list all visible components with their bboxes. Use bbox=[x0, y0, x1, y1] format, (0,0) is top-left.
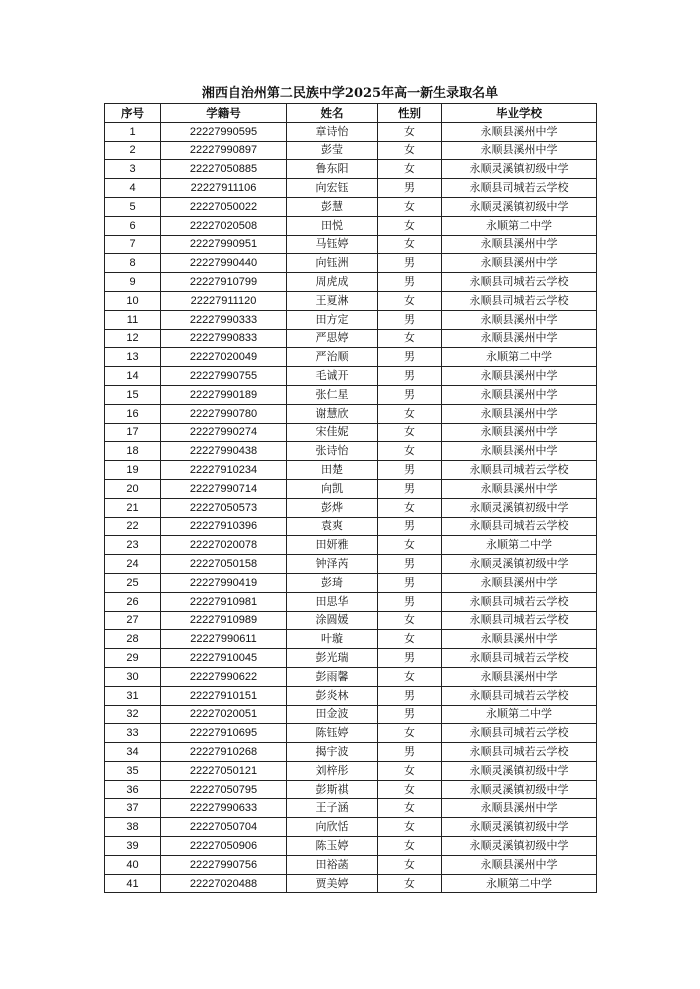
cell-gender: 女 bbox=[378, 724, 442, 743]
table-row bbox=[105, 216, 597, 235]
cell-gender: 男 bbox=[378, 555, 442, 574]
table-row bbox=[105, 573, 597, 592]
cell-student-id: 22227990611 bbox=[161, 630, 287, 649]
cell-gender: 男 bbox=[378, 573, 442, 592]
cell-seq: 34 bbox=[105, 743, 161, 762]
cell-name: 向宏钰 bbox=[287, 179, 378, 198]
cell-student-id: 22227910151 bbox=[161, 686, 287, 705]
cell-school: 永顺第二中学 bbox=[442, 348, 597, 367]
cell-name: 张诗怡 bbox=[287, 442, 378, 461]
cell-school: 永顺灵溪镇初级中学 bbox=[442, 761, 597, 780]
cell-name: 周虎成 bbox=[287, 273, 378, 292]
cell-gender: 男 bbox=[378, 385, 442, 404]
cell-name: 向钰洲 bbox=[287, 254, 378, 273]
table-row bbox=[105, 874, 597, 893]
cell-seq: 8 bbox=[105, 254, 161, 273]
table-row bbox=[105, 705, 597, 724]
header-name: 姓名 bbox=[287, 104, 378, 123]
cell-school: 永顺第二中学 bbox=[442, 705, 597, 724]
cell-student-id: 22227910268 bbox=[161, 743, 287, 762]
table-row bbox=[105, 536, 597, 555]
cell-name: 彭烨 bbox=[287, 498, 378, 517]
cell-student-id: 22227910396 bbox=[161, 517, 287, 536]
cell-seq: 12 bbox=[105, 329, 161, 348]
cell-student-id: 22227990755 bbox=[161, 367, 287, 386]
cell-gender: 女 bbox=[378, 780, 442, 799]
cell-name: 向欣恬 bbox=[287, 818, 378, 837]
table-row bbox=[105, 517, 597, 536]
cell-seq: 6 bbox=[105, 216, 161, 235]
table-row bbox=[105, 818, 597, 837]
cell-student-id: 22227910234 bbox=[161, 461, 287, 480]
cell-student-id: 22227990780 bbox=[161, 404, 287, 423]
cell-name: 涂圆媛 bbox=[287, 611, 378, 630]
cell-name: 严思婷 bbox=[287, 329, 378, 348]
cell-student-id: 22227990951 bbox=[161, 235, 287, 254]
table-row bbox=[105, 855, 597, 874]
cell-name: 彭炎林 bbox=[287, 686, 378, 705]
cell-gender: 女 bbox=[378, 141, 442, 160]
cell-school: 永顺县溪州中学 bbox=[442, 254, 597, 273]
table-row bbox=[105, 254, 597, 273]
cell-school: 永顺县溪州中学 bbox=[442, 404, 597, 423]
table-row bbox=[105, 630, 597, 649]
cell-school: 永顺第二中学 bbox=[442, 216, 597, 235]
cell-student-id: 22227990274 bbox=[161, 423, 287, 442]
cell-name: 揭宇波 bbox=[287, 743, 378, 762]
cell-student-id: 22227990622 bbox=[161, 667, 287, 686]
cell-name: 谢慧欣 bbox=[287, 404, 378, 423]
table-row bbox=[105, 611, 597, 630]
header-school: 毕业学校 bbox=[442, 104, 597, 123]
cell-school: 永顺县溪州中学 bbox=[442, 367, 597, 386]
cell-school: 永顺县溪州中学 bbox=[442, 141, 597, 160]
cell-name: 彭慧 bbox=[287, 197, 378, 216]
cell-school: 永顺县溪州中学 bbox=[442, 122, 597, 141]
cell-seq: 27 bbox=[105, 611, 161, 630]
cell-gender: 女 bbox=[378, 667, 442, 686]
cell-student-id: 22227050704 bbox=[161, 818, 287, 837]
cell-seq: 9 bbox=[105, 273, 161, 292]
table-row bbox=[105, 780, 597, 799]
table-row bbox=[105, 649, 597, 668]
cell-gender: 女 bbox=[378, 329, 442, 348]
cell-student-id: 22227050022 bbox=[161, 197, 287, 216]
cell-seq: 13 bbox=[105, 348, 161, 367]
cell-gender: 男 bbox=[378, 179, 442, 198]
cell-name: 王夏淋 bbox=[287, 291, 378, 310]
cell-school: 永顺灵溪镇初级中学 bbox=[442, 555, 597, 574]
cell-gender: 女 bbox=[378, 855, 442, 874]
cell-school: 永顺县溪州中学 bbox=[442, 329, 597, 348]
cell-seq: 10 bbox=[105, 291, 161, 310]
cell-name: 严治顺 bbox=[287, 348, 378, 367]
cell-seq: 36 bbox=[105, 780, 161, 799]
cell-school: 永顺县司城若云学校 bbox=[442, 686, 597, 705]
cell-name: 田裕菡 bbox=[287, 855, 378, 874]
table-row bbox=[105, 724, 597, 743]
table-row bbox=[105, 273, 597, 292]
cell-student-id: 22227020049 bbox=[161, 348, 287, 367]
cell-gender: 女 bbox=[378, 818, 442, 837]
cell-seq: 14 bbox=[105, 367, 161, 386]
table-row bbox=[105, 555, 597, 574]
cell-seq: 24 bbox=[105, 555, 161, 574]
cell-school: 永顺县溪州中学 bbox=[442, 310, 597, 329]
table-row bbox=[105, 442, 597, 461]
cell-student-id: 22227990189 bbox=[161, 385, 287, 404]
cell-name: 田妍雅 bbox=[287, 536, 378, 555]
cell-school: 永顺灵溪镇初级中学 bbox=[442, 780, 597, 799]
cell-school: 永顺县溪州中学 bbox=[442, 423, 597, 442]
cell-school: 永顺县司城若云学校 bbox=[442, 291, 597, 310]
cell-gender: 男 bbox=[378, 254, 442, 273]
cell-student-id: 22227050573 bbox=[161, 498, 287, 517]
cell-student-id: 22227050885 bbox=[161, 160, 287, 179]
cell-student-id: 22227050121 bbox=[161, 761, 287, 780]
cell-gender: 女 bbox=[378, 611, 442, 630]
cell-school: 永顺灵溪镇初级中学 bbox=[442, 498, 597, 517]
table-row bbox=[105, 837, 597, 856]
cell-name: 贾美婷 bbox=[287, 874, 378, 893]
cell-name: 彭莹 bbox=[287, 141, 378, 160]
cell-gender: 女 bbox=[378, 404, 442, 423]
cell-seq: 4 bbox=[105, 179, 161, 198]
table-row bbox=[105, 743, 597, 762]
cell-name: 田金波 bbox=[287, 705, 378, 724]
table-row bbox=[105, 404, 597, 423]
cell-seq: 30 bbox=[105, 667, 161, 686]
cell-student-id: 22227990833 bbox=[161, 329, 287, 348]
cell-student-id: 22227911106 bbox=[161, 179, 287, 198]
cell-school: 永顺县司城若云学校 bbox=[442, 649, 597, 668]
cell-seq: 20 bbox=[105, 479, 161, 498]
cell-student-id: 22227990419 bbox=[161, 573, 287, 592]
cell-gender: 女 bbox=[378, 630, 442, 649]
table-row bbox=[105, 667, 597, 686]
cell-student-id: 22227910799 bbox=[161, 273, 287, 292]
cell-seq: 33 bbox=[105, 724, 161, 743]
cell-student-id: 22227990897 bbox=[161, 141, 287, 160]
cell-name: 田思华 bbox=[287, 592, 378, 611]
cell-name: 马钰婷 bbox=[287, 235, 378, 254]
cell-seq: 17 bbox=[105, 423, 161, 442]
cell-name: 张仁星 bbox=[287, 385, 378, 404]
cell-gender: 女 bbox=[378, 442, 442, 461]
cell-name: 袁爽 bbox=[287, 517, 378, 536]
cell-school: 永顺县司城若云学校 bbox=[442, 517, 597, 536]
header-gender: 性别 bbox=[378, 104, 442, 123]
cell-name: 陈玉婷 bbox=[287, 837, 378, 856]
table-row bbox=[105, 479, 597, 498]
cell-school: 永顺第二中学 bbox=[442, 874, 597, 893]
table-row bbox=[105, 761, 597, 780]
cell-name: 彭斯祺 bbox=[287, 780, 378, 799]
cell-student-id: 22227911120 bbox=[161, 291, 287, 310]
page-title: 湘西自治州第二民族中学2025年高一新生录取名单 bbox=[201, 86, 499, 101]
cell-name: 田楚 bbox=[287, 461, 378, 480]
cell-gender: 女 bbox=[378, 837, 442, 856]
table-row bbox=[105, 592, 597, 611]
table-row bbox=[105, 799, 597, 818]
cell-name: 田方定 bbox=[287, 310, 378, 329]
cell-gender: 女 bbox=[378, 423, 442, 442]
cell-seq: 15 bbox=[105, 385, 161, 404]
cell-student-id: 22227910981 bbox=[161, 592, 287, 611]
cell-gender: 男 bbox=[378, 273, 442, 292]
cell-school: 永顺县溪州中学 bbox=[442, 630, 597, 649]
cell-gender: 男 bbox=[378, 686, 442, 705]
cell-school: 永顺县溪州中学 bbox=[442, 385, 597, 404]
cell-gender: 男 bbox=[378, 649, 442, 668]
cell-school: 永顺县溪州中学 bbox=[442, 442, 597, 461]
cell-gender: 女 bbox=[378, 874, 442, 893]
cell-seq: 25 bbox=[105, 573, 161, 592]
cell-gender: 男 bbox=[378, 348, 442, 367]
cell-seq: 31 bbox=[105, 686, 161, 705]
cell-student-id: 22227990440 bbox=[161, 254, 287, 273]
cell-seq: 3 bbox=[105, 160, 161, 179]
cell-gender: 女 bbox=[378, 160, 442, 179]
cell-name: 刘梓彤 bbox=[287, 761, 378, 780]
table-row bbox=[105, 385, 597, 404]
cell-gender: 男 bbox=[378, 367, 442, 386]
table-row bbox=[105, 291, 597, 310]
cell-name: 向凯 bbox=[287, 479, 378, 498]
table-header-row bbox=[105, 104, 597, 123]
cell-student-id: 22227050158 bbox=[161, 555, 287, 574]
cell-name: 彭光瑞 bbox=[287, 649, 378, 668]
cell-name: 宋佳妮 bbox=[287, 423, 378, 442]
cell-name: 彭琦 bbox=[287, 573, 378, 592]
table-row bbox=[105, 122, 597, 141]
cell-student-id: 22227910045 bbox=[161, 649, 287, 668]
cell-student-id: 22227990333 bbox=[161, 310, 287, 329]
cell-student-id: 22227990756 bbox=[161, 855, 287, 874]
cell-gender: 女 bbox=[378, 235, 442, 254]
cell-seq: 21 bbox=[105, 498, 161, 517]
cell-gender: 女 bbox=[378, 216, 442, 235]
cell-name: 陈钰婷 bbox=[287, 724, 378, 743]
cell-school: 永顺县溪州中学 bbox=[442, 235, 597, 254]
cell-school: 永顺县司城若云学校 bbox=[442, 592, 597, 611]
cell-name: 毛诚开 bbox=[287, 367, 378, 386]
table-row bbox=[105, 160, 597, 179]
cell-student-id: 22227990633 bbox=[161, 799, 287, 818]
header-seq: 序号 bbox=[105, 104, 161, 123]
cell-gender: 男 bbox=[378, 517, 442, 536]
cell-student-id: 22227020508 bbox=[161, 216, 287, 235]
cell-seq: 19 bbox=[105, 461, 161, 480]
table-row bbox=[105, 179, 597, 198]
cell-gender: 女 bbox=[378, 291, 442, 310]
cell-seq: 29 bbox=[105, 649, 161, 668]
table-body bbox=[105, 122, 597, 893]
cell-gender: 男 bbox=[378, 310, 442, 329]
cell-gender: 男 bbox=[378, 461, 442, 480]
admission-table bbox=[104, 103, 597, 893]
cell-name: 鲁东阳 bbox=[287, 160, 378, 179]
cell-school: 永顺县司城若云学校 bbox=[442, 724, 597, 743]
cell-school: 永顺县溪州中学 bbox=[442, 667, 597, 686]
cell-gender: 女 bbox=[378, 122, 442, 141]
cell-seq: 39 bbox=[105, 837, 161, 856]
cell-name: 章诗怡 bbox=[287, 122, 378, 141]
cell-school: 永顺灵溪镇初级中学 bbox=[442, 197, 597, 216]
cell-gender: 女 bbox=[378, 799, 442, 818]
cell-name: 钟泽芮 bbox=[287, 555, 378, 574]
cell-gender: 女 bbox=[378, 761, 442, 780]
cell-seq: 11 bbox=[105, 310, 161, 329]
cell-school: 永顺第二中学 bbox=[442, 536, 597, 555]
cell-seq: 38 bbox=[105, 818, 161, 837]
cell-school: 永顺灵溪镇初级中学 bbox=[442, 818, 597, 837]
cell-school: 永顺灵溪镇初级中学 bbox=[442, 160, 597, 179]
cell-school: 永顺县司城若云学校 bbox=[442, 461, 597, 480]
cell-gender: 女 bbox=[378, 498, 442, 517]
cell-student-id: 22227990714 bbox=[161, 479, 287, 498]
cell-school: 永顺县司城若云学校 bbox=[442, 273, 597, 292]
table-row bbox=[105, 367, 597, 386]
cell-gender: 男 bbox=[378, 479, 442, 498]
cell-seq: 37 bbox=[105, 799, 161, 818]
cell-seq: 22 bbox=[105, 517, 161, 536]
cell-school: 永顺县司城若云学校 bbox=[442, 179, 597, 198]
cell-name: 彭雨馨 bbox=[287, 667, 378, 686]
cell-student-id: 22227990438 bbox=[161, 442, 287, 461]
cell-student-id: 22227050906 bbox=[161, 837, 287, 856]
cell-gender: 男 bbox=[378, 743, 442, 762]
cell-seq: 32 bbox=[105, 705, 161, 724]
header-student-id: 学籍号 bbox=[161, 104, 287, 123]
cell-gender: 男 bbox=[378, 592, 442, 611]
cell-seq: 1 bbox=[105, 122, 161, 141]
table-row bbox=[105, 423, 597, 442]
cell-student-id: 22227990595 bbox=[161, 122, 287, 141]
cell-seq: 2 bbox=[105, 141, 161, 160]
cell-seq: 23 bbox=[105, 536, 161, 555]
cell-seq: 28 bbox=[105, 630, 161, 649]
cell-seq: 40 bbox=[105, 855, 161, 874]
cell-school: 永顺县司城若云学校 bbox=[442, 611, 597, 630]
table-row bbox=[105, 141, 597, 160]
cell-name: 王子涵 bbox=[287, 799, 378, 818]
cell-school: 永顺县溪州中学 bbox=[442, 799, 597, 818]
table-row bbox=[105, 498, 597, 517]
cell-gender: 女 bbox=[378, 536, 442, 555]
cell-name: 叶璇 bbox=[287, 630, 378, 649]
cell-student-id: 22227020488 bbox=[161, 874, 287, 893]
cell-school: 永顺县司城若云学校 bbox=[442, 743, 597, 762]
table-row bbox=[105, 310, 597, 329]
cell-seq: 41 bbox=[105, 874, 161, 893]
table-row bbox=[105, 329, 597, 348]
cell-name: 田悦 bbox=[287, 216, 378, 235]
cell-gender: 男 bbox=[378, 705, 442, 724]
cell-seq: 16 bbox=[105, 404, 161, 423]
cell-student-id: 22227910695 bbox=[161, 724, 287, 743]
cell-seq: 7 bbox=[105, 235, 161, 254]
cell-student-id: 22227020078 bbox=[161, 536, 287, 555]
cell-student-id: 22227910989 bbox=[161, 611, 287, 630]
cell-seq: 18 bbox=[105, 442, 161, 461]
table-row bbox=[105, 348, 597, 367]
cell-seq: 35 bbox=[105, 761, 161, 780]
cell-school: 永顺县溪州中学 bbox=[442, 573, 597, 592]
cell-school: 永顺县溪州中学 bbox=[442, 479, 597, 498]
cell-seq: 26 bbox=[105, 592, 161, 611]
table-row bbox=[105, 197, 597, 216]
table-row bbox=[105, 686, 597, 705]
cell-student-id: 22227050795 bbox=[161, 780, 287, 799]
table-row bbox=[105, 461, 597, 480]
cell-school: 永顺县溪州中学 bbox=[442, 855, 597, 874]
table-row bbox=[105, 235, 597, 254]
cell-seq: 5 bbox=[105, 197, 161, 216]
cell-student-id: 22227020051 bbox=[161, 705, 287, 724]
cell-gender: 女 bbox=[378, 197, 442, 216]
cell-school: 永顺灵溪镇初级中学 bbox=[442, 837, 597, 856]
